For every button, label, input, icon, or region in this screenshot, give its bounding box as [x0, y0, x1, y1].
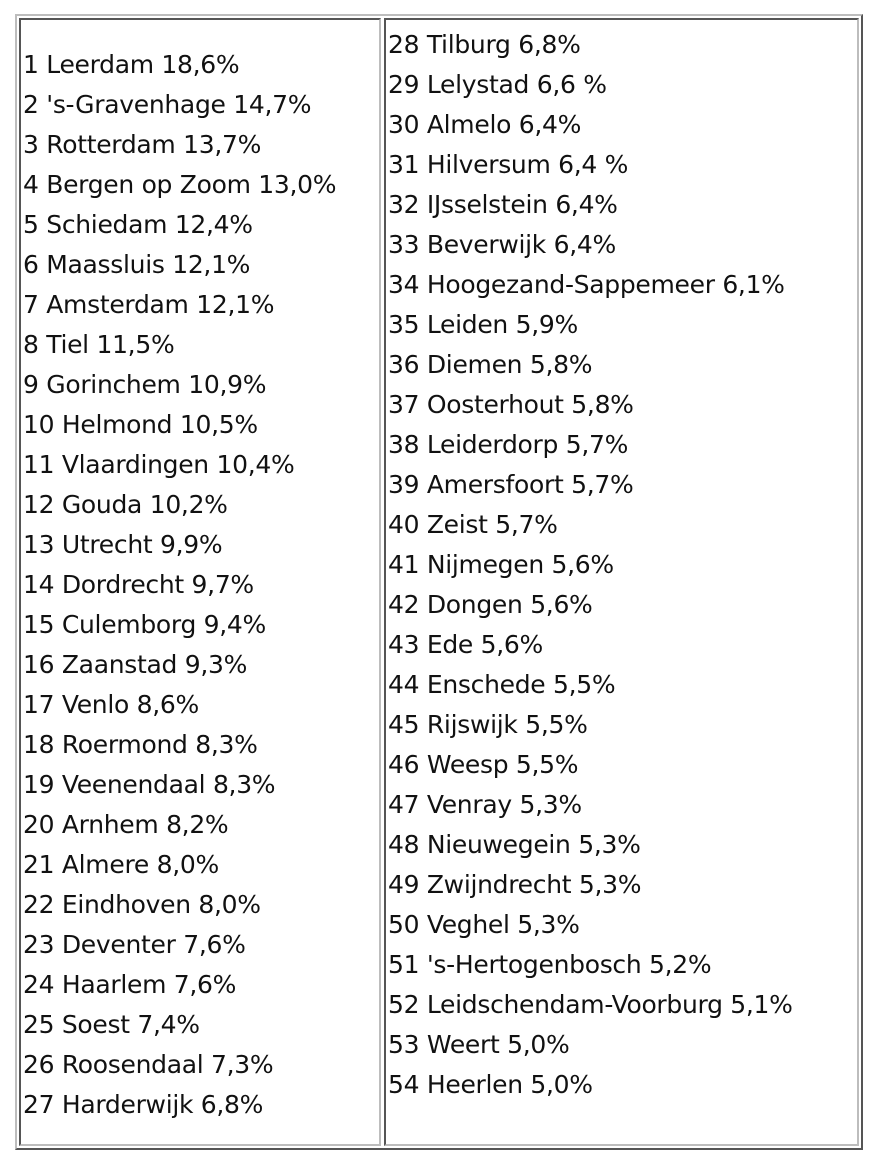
list-item: 13 Utrecht 9,9% — [23, 530, 223, 559]
list-item: 39 Amersfoort 5,7% — [388, 470, 634, 499]
list-item: 32 IJsselstein 6,4% — [388, 190, 618, 219]
list-item: 28 Tilburg 6,8% — [388, 30, 581, 59]
list-item: 25 Soest 7,4% — [23, 1010, 200, 1039]
list-item: 41 Nijmegen 5,6% — [388, 550, 614, 579]
list-item: 50 Veghel 5,3% — [388, 910, 580, 939]
list-item: 37 Oosterhout 5,8% — [388, 390, 634, 419]
list-item: 33 Beverwijk 6,4% — [388, 230, 616, 259]
list-item: 1 Leerdam 18,6% — [23, 50, 240, 79]
list-item: 15 Culemborg 9,4% — [23, 610, 266, 639]
list-item: 26 Roosendaal 7,3% — [23, 1050, 274, 1079]
list-item: 46 Weesp 5,5% — [388, 750, 579, 779]
list-item: 20 Arnhem 8,2% — [23, 810, 229, 839]
list-item: 43 Ede 5,6% — [388, 630, 543, 659]
list-item: 11 Vlaardingen 10,4% — [23, 450, 295, 479]
list-item: 29 Lelystad 6,6 % — [388, 70, 607, 99]
list-item: 18 Roermond 8,3% — [23, 730, 258, 759]
list-item: 23 Deventer 7,6% — [23, 930, 246, 959]
list-item: 47 Venray 5,3% — [388, 790, 582, 819]
list-item: 17 Venlo 8,6% — [23, 690, 199, 719]
list-item: 12 Gouda 10,2% — [23, 490, 228, 519]
list-item: 40 Zeist 5,7% — [388, 510, 558, 539]
list-item: 16 Zaanstad 9,3% — [23, 650, 248, 679]
left-column-list — [23, 45, 336, 1125]
list-item: 52 Leidschendam-Voorburg 5,1% — [388, 990, 793, 1019]
list-item: 19 Veenendaal 8,3% — [23, 770, 276, 799]
list-item: 4 Bergen op Zoom 13,0% — [23, 170, 337, 199]
list-item: 54 Heerlen 5,0% — [388, 1070, 593, 1099]
list-item: 5 Schiedam 12,4% — [23, 210, 253, 239]
table-cell-left — [19, 18, 381, 1146]
list-item: 30 Almelo 6,4% — [388, 110, 582, 139]
list-item: 9 Gorinchem 10,9% — [23, 370, 267, 399]
list-item: 8 Tiel 11,5% — [23, 330, 175, 359]
table-cell-right — [384, 18, 859, 1146]
list-item: 14 Dordrecht 9,7% — [23, 570, 254, 599]
right-column-list — [388, 25, 793, 1105]
list-item: 2 's-Gravenhage 14,7% — [23, 90, 312, 119]
list-item: 51 's-Hertogenbosch 5,2% — [388, 950, 712, 979]
ranking-table — [15, 14, 863, 1150]
list-item: 45 Rijswijk 5,5% — [388, 710, 588, 739]
list-item: 31 Hilversum 6,4 % — [388, 150, 629, 179]
list-item: 21 Almere 8,0% — [23, 850, 219, 879]
list-item: 38 Leiderdorp 5,7% — [388, 430, 629, 459]
list-item: 22 Eindhoven 8,0% — [23, 890, 261, 919]
list-item: 3 Rotterdam 13,7% — [23, 130, 262, 159]
list-item: 27 Harderwijk 6,8% — [23, 1090, 264, 1119]
list-item: 44 Enschede 5,5% — [388, 670, 616, 699]
list-item: 35 Leiden 5,9% — [388, 310, 578, 339]
list-item: 49 Zwijndrecht 5,3% — [388, 870, 642, 899]
list-item: 48 Nieuwegein 5,3% — [388, 830, 641, 859]
list-item: 10 Helmond 10,5% — [23, 410, 258, 439]
list-item: 7 Amsterdam 12,1% — [23, 290, 275, 319]
list-item: 34 Hoogezand-Sappemeer 6,1% — [388, 270, 785, 299]
list-item: 6 Maassluis 12,1% — [23, 250, 251, 279]
list-item: 42 Dongen 5,6% — [388, 590, 593, 619]
list-item: 36 Diemen 5,8% — [388, 350, 593, 379]
list-item: 53 Weert 5,0% — [388, 1030, 570, 1059]
list-item: 24 Haarlem 7,6% — [23, 970, 237, 999]
